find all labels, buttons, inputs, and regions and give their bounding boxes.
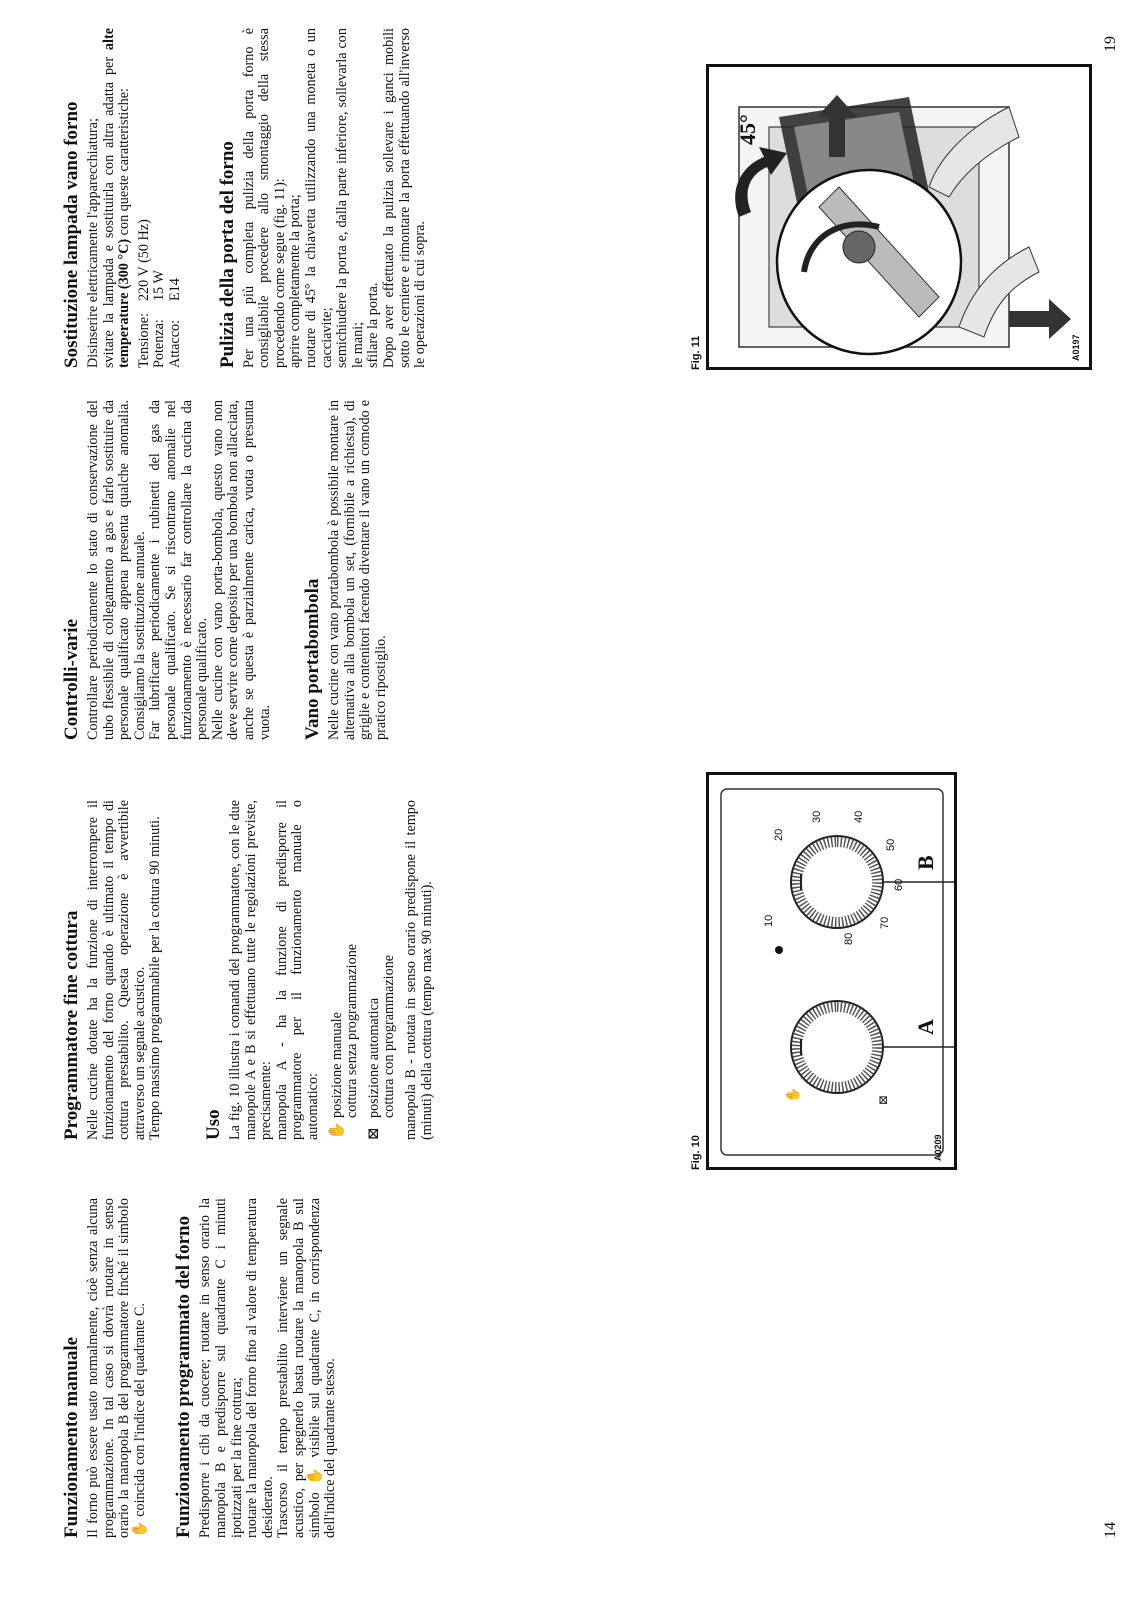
spec-key: Attacco: bbox=[166, 319, 183, 368]
paragraph: Il forno può essere usato normalmente, cioè senza alcuna programmazione. In tal caso si dovrà ruotare in senso orario la manopola B del programmatore finché il simbolo ✋ coincida con l'indice del quadrante C. bbox=[85, 1198, 148, 1538]
legend-text: posizione manuale bbox=[328, 1012, 345, 1118]
paragraph: Nelle cucine con vano porta-bombola, questo vano non deve servire come deposito per una bombola non allacciata, anche se questa è parzialmente carica, vuota o presunta vuota. bbox=[209, 400, 273, 740]
paragraph: Nelle cucine dotate ha la funzione di interrompere il funzionamento del forno quando è ultimato il tempo di cottura prestabilito. Questa operazione è avvertibile attraverso un segnale acustico. bbox=[85, 800, 148, 1140]
legend-text: cottura senza programmazione bbox=[344, 943, 361, 1118]
heading-checks: Controlli-varie bbox=[61, 618, 82, 740]
heading-programmed-operation: Funzionamento programmato del forno bbox=[173, 1215, 195, 1538]
lamp-specs-table bbox=[137, 207, 184, 368]
paragraph bbox=[102, 28, 133, 368]
step: aprire completamente la porta; bbox=[287, 194, 304, 368]
figure-11 bbox=[686, 0, 1106, 370]
step: semichiudere la porta e, dalla parte inferiore, sollevarla con le mani; bbox=[334, 28, 366, 368]
text-run: con queste caratteristiche: bbox=[116, 88, 133, 239]
dial-tick-label: 50 bbox=[885, 838, 897, 851]
dial-tick-label: 70 bbox=[879, 916, 891, 929]
paragraph: Trascorso il tempo prestabilito interviene un segnale acustico, per spegnerlo basta ruotare la manopola B sul simbolo ✋ visibile sul quadrante C, in corrispondenza dell'indice del quadrante stesso. bbox=[275, 1198, 339, 1538]
column-2 bbox=[62, 800, 435, 1140]
knob-a-label: A bbox=[913, 1019, 938, 1035]
spec-key: Tensione: bbox=[135, 313, 152, 368]
page-number-right: 19 bbox=[1102, 36, 1119, 52]
paragraph: manopola B - ruotata in senso orario predispone il tempo (minuti) della cottura (tempo max 90 minuti). bbox=[402, 800, 435, 1140]
automatic-icon: ⊠ bbox=[365, 1127, 382, 1140]
knob-b-label: B bbox=[913, 855, 938, 870]
paragraph: Controllare periodicamente lo stato di conservazione del tubo flessibile di collegamento a gas e farlo sostituire da personale qualificato appena presenta qualche anomalia. Consigliamo la sostituzione annuale. bbox=[85, 400, 148, 740]
door-drawing bbox=[709, 67, 1089, 367]
figure-10 bbox=[686, 770, 1086, 1170]
heading-usage: Uso bbox=[202, 1109, 224, 1140]
paragraph: La fig. 10 illustra i comandi del programmatore, con le due manopole A e B si effettuano tutte le regolazioni previste, precisamente: bbox=[226, 800, 275, 1140]
dial-tick-label: 20 bbox=[773, 828, 785, 841]
paragraph: Per una più completa pulizia della porta forno è consigliabile procedere allo smontaggio della stessa procedendo come segue (fig. 11): bbox=[240, 28, 288, 368]
legend-item-automatic bbox=[367, 800, 398, 1140]
dial-tick-label: 80 bbox=[843, 932, 855, 945]
heading-door-cleaning: Pulizia della porta del forno bbox=[216, 141, 238, 368]
page-number-left: 14 bbox=[1102, 1522, 1119, 1538]
legend-text: posizione automatica bbox=[365, 997, 382, 1118]
svg-text:⊠: ⊠ bbox=[876, 1094, 890, 1105]
heading-lamp-replacement: Sostituzione lampada vano forno bbox=[61, 101, 82, 368]
paragraph: Tempo massimo programmabile per la cottura 90 minuti. bbox=[147, 816, 164, 1140]
hand-icon: ✋ bbox=[328, 1121, 345, 1140]
figure-code: A0197 bbox=[1071, 334, 1081, 361]
spec-row bbox=[152, 207, 168, 368]
spec-row bbox=[137, 207, 153, 368]
rotation-angle-label: 45° bbox=[735, 114, 760, 145]
spec-row bbox=[168, 207, 184, 368]
heading-manual-operation: Funzionamento manuale bbox=[61, 1336, 82, 1538]
heading-cylinder-compartment: Vano portabombola bbox=[302, 578, 324, 740]
svg-text:✋: ✋ bbox=[785, 1086, 800, 1103]
legend-text: cottura con programmazione bbox=[381, 954, 398, 1118]
spec-value: E14 bbox=[166, 278, 183, 302]
paragraph: Predisporre i cibi da cuocere; ruotare in senso orario la manopola B e predisporre sul quadrante C i minuti ipotizzati per la fine cottura; bbox=[197, 1198, 245, 1538]
programmer-drawing bbox=[709, 775, 954, 1167]
dial-tick-label: 10 bbox=[763, 914, 775, 927]
column-3 bbox=[62, 400, 390, 740]
spec-value: 15 W bbox=[151, 270, 168, 302]
dial-tick-label: 60 bbox=[893, 878, 905, 891]
paragraph: Far lubrificare periodicamente i rubinetti del gas da personale qualificato. Se si riscontrano anomalie nel funzionamento è necessario far controllare la cucina da personale qualificato. bbox=[147, 400, 211, 740]
door-removal-illustration bbox=[706, 64, 1092, 370]
paragraph: Dopo aver effettuato la pulizia sollevare i ganci mobili sotto le cerniere e rimontare la porta effettuando all'inverso le operazioni di cui sopra. bbox=[380, 28, 429, 368]
paragraph: ruotare la manopola del forno fino al valore di temperatura desiderato. bbox=[244, 1198, 276, 1538]
column-1 bbox=[62, 1198, 339, 1538]
symbol-legend bbox=[330, 800, 398, 1140]
figure-label: Fig. 11 bbox=[690, 335, 702, 370]
step: ruotare di 45° la chiavetta utilizzando una moneta o un cacciavite; bbox=[302, 28, 335, 368]
spec-key: Potenza: bbox=[151, 319, 168, 368]
programmer-panel bbox=[706, 772, 957, 1170]
column-4 bbox=[62, 28, 429, 368]
legend-item-manual bbox=[330, 800, 361, 1140]
paragraph: Nelle cucine con vano portabombola è possibile montare in alternativa alla bombola un set, (fornibile a richiesta), di griglie e contenitori facendo diventare il vano un comodo e pratico ripostiglio. bbox=[326, 400, 389, 740]
paragraph: manopola A - ha la funzione di predisporre il programmatore per il funzionamento manuale o automatico: bbox=[273, 800, 321, 1140]
text-run: svitare la lampada e sostituirla con altra adatta per bbox=[100, 50, 117, 368]
spec-value: 220 V (50 Hz) bbox=[135, 219, 152, 302]
figure-code: A0209 bbox=[933, 1134, 943, 1161]
paragraph: Disinserire elettricamente l'apparecchiatura; bbox=[85, 118, 101, 368]
heading-end-cooking-programmer: Programmatore fine cottura bbox=[61, 910, 82, 1140]
figure-label: Fig. 10 bbox=[690, 1135, 702, 1170]
step: sfilare la porta. bbox=[365, 282, 382, 368]
dial-tick-label: 40 bbox=[853, 810, 865, 823]
text-emphasis: alte temperature (300 °C) bbox=[100, 28, 133, 368]
dial-tick-label: 30 bbox=[811, 810, 823, 823]
